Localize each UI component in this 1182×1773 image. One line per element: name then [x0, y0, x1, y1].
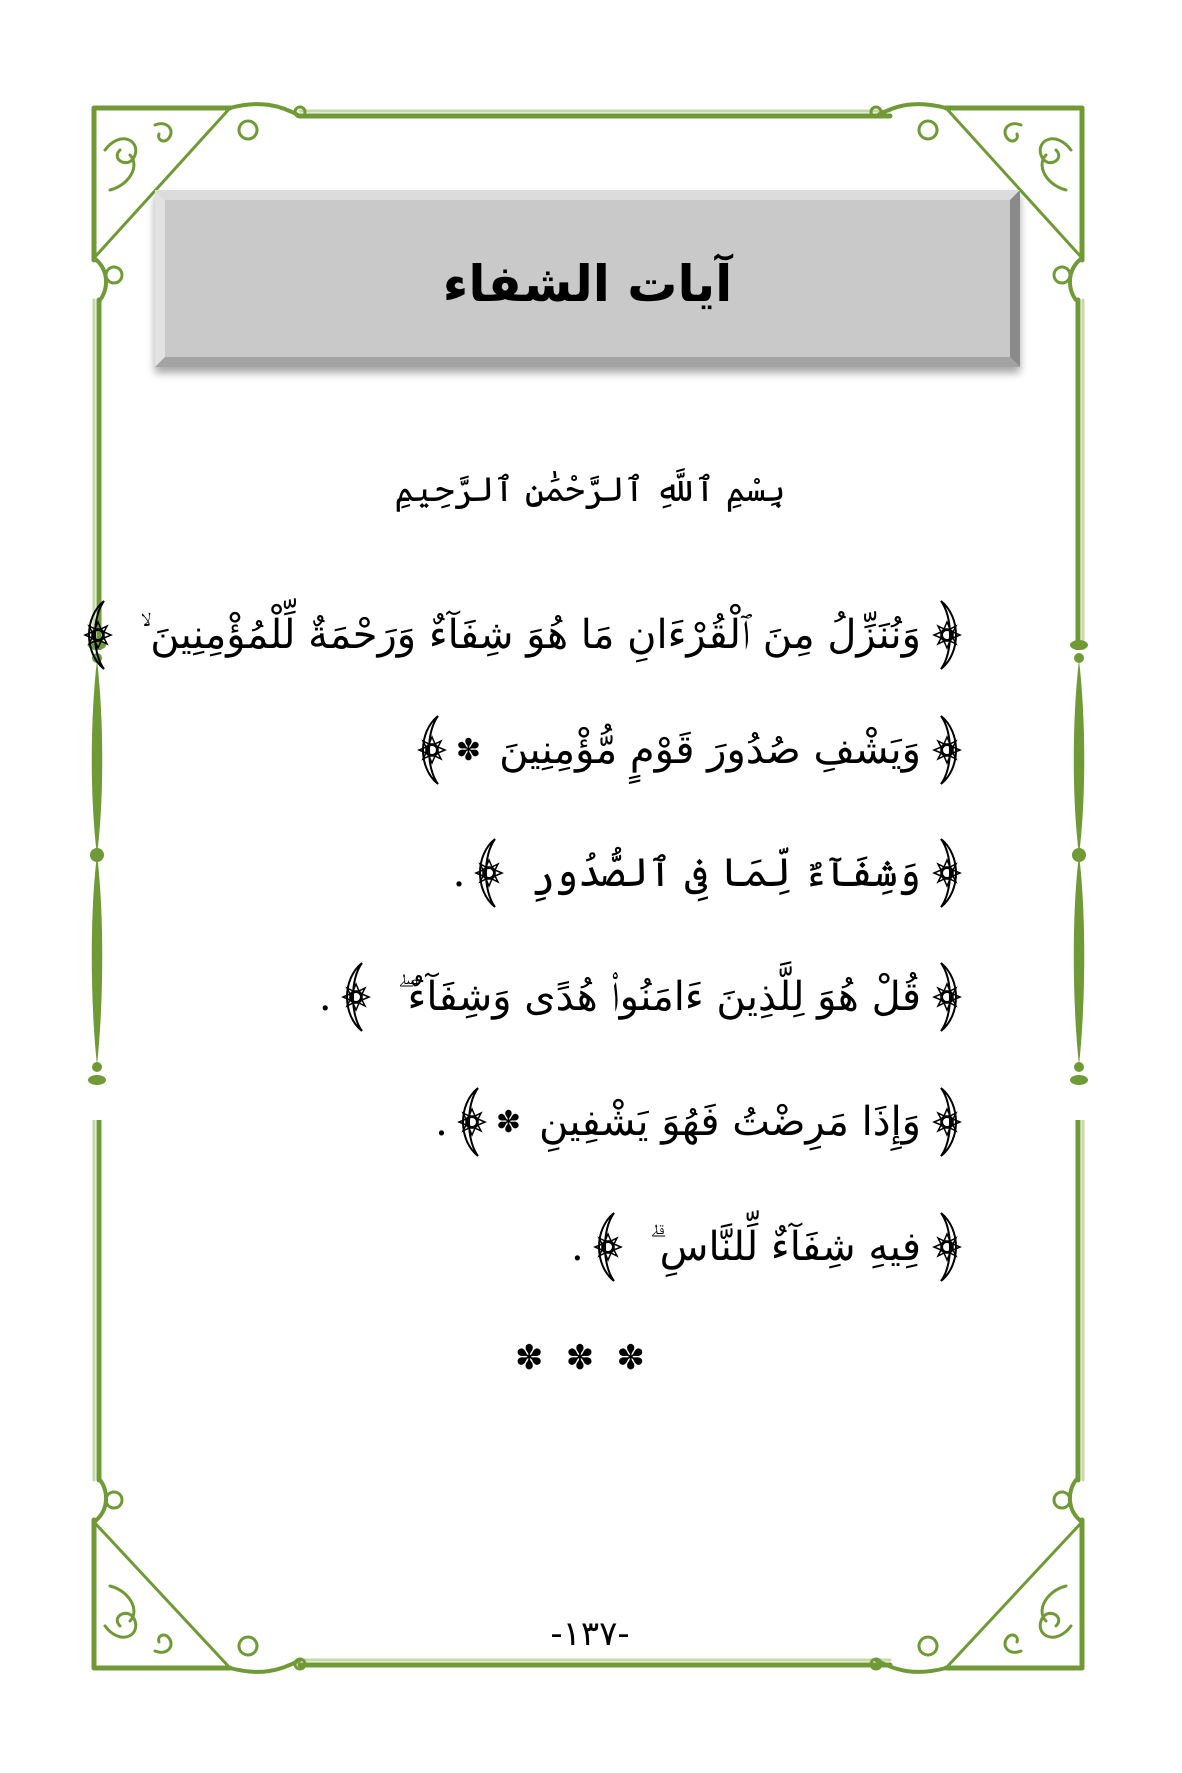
- ornate-close-bracket-icon: [412, 714, 448, 786]
- ornate-open-bracket-icon: [931, 599, 967, 671]
- verse-text: فِيهِ شِفَآءٌ لِّلنَّاسِ ۗ: [649, 1224, 921, 1270]
- ornate-open-bracket-icon: [931, 1086, 967, 1158]
- ornate-close-bracket-icon: [588, 1211, 624, 1283]
- star-icon: ✽: [455, 732, 482, 768]
- verse-line-4: [319, 957, 967, 1037]
- verse-text: وَنُنَزِّلُ مِنَ ٱلْقُرْءَانِ مَا هُوَ شِفَآءٌ وَرَحْمَةٌ لِّلْمُؤْمِنِينَ ۙ: [140, 612, 921, 658]
- star-icon: ✽: [495, 1104, 521, 1140]
- title-banner: [155, 190, 1020, 367]
- ornate-close-bracket-icon: [78, 599, 114, 671]
- period: .: [435, 1099, 448, 1145]
- ornate-open-bracket-icon: [931, 714, 967, 786]
- section-separator: [515, 1335, 645, 1381]
- verse-line-1: [74, 595, 967, 675]
- ornate-open-bracket-icon: [931, 961, 967, 1033]
- verse-text: وَإِذَا مَرِضْتُ فَهُوَ يَشْفِينِ: [538, 1099, 921, 1145]
- period: .: [452, 850, 466, 896]
- verse-line-6: [571, 1207, 967, 1287]
- verse-line-3: [453, 833, 967, 913]
- verse-text: قُلْ هُوَ لِلَّذِينَ ءَامَنُوا۟ هُدًى وَشِفَآءٌ ۖ: [397, 974, 921, 1020]
- period: .: [318, 974, 332, 1020]
- verse-text: وَيَشْفِ صُدُورَ قَوْمٍ مُّؤْمِنِينَ: [499, 727, 921, 773]
- ornate-close-bracket-icon: [469, 837, 505, 909]
- flower-star-icon: ✽: [616, 1338, 645, 1378]
- flower-star-icon: ✽: [515, 1338, 544, 1378]
- period: .: [570, 1224, 584, 1270]
- verse-text: وَشِفَآءٌ لِّمَا فِى ٱلصُّدُورِ: [531, 850, 921, 896]
- ornate-close-bracket-icon: [336, 961, 372, 1033]
- ornate-open-bracket-icon: [931, 1211, 967, 1283]
- page-number: -١٣٧-: [550, 1614, 630, 1654]
- verse-line-5: [435, 1082, 967, 1162]
- page-title: آيات الشفاء: [442, 254, 733, 313]
- ornate-close-bracket-icon: [452, 1086, 488, 1158]
- flower-star-icon: ✽: [565, 1338, 595, 1378]
- basmala: بِسْمِ ٱللَّهِ ٱلرَّحْمَٰنِ ٱلرَّحِيمِ: [394, 470, 786, 510]
- verse-line-2: [408, 710, 967, 790]
- ornate-open-bracket-icon: [931, 837, 967, 909]
